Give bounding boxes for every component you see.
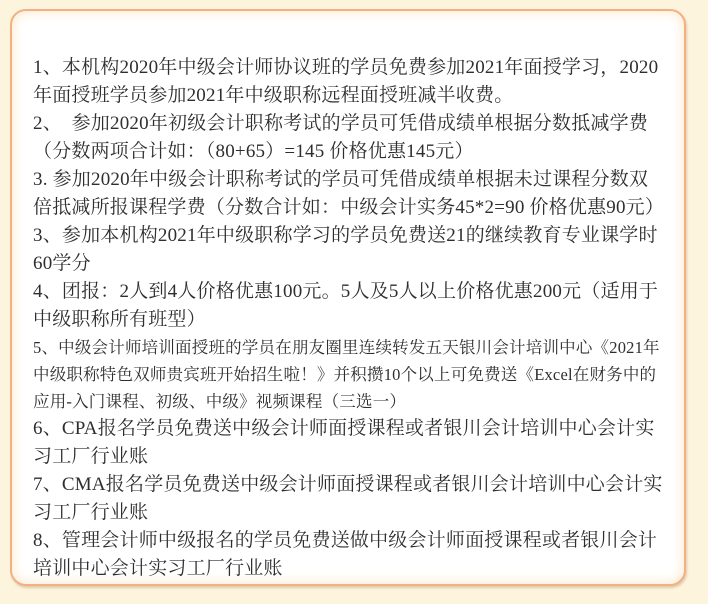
list-item-4: 4、团报：2人到4人价格优惠100元。5人及5人以上价格优惠200元（适用于中级职称所有班型） <box>33 281 659 330</box>
list-item-7: 7、CMA报名学员免费送中级会计师面授课程或者银川会计培训中心会计实习工厂行业账 <box>33 474 663 523</box>
list-item-6: 6、CPA报名学员免费送中级会计师面授课程或者银川会计培训中心会计实习工厂行业账 <box>33 418 655 467</box>
list-item-8: 8、管理会计师中级报名的学员免费送做中级会计师面授课程或者银川会计培训中心会计实习工厂行业账 <box>33 530 658 579</box>
list-item-2: 2、 参加2020年初级会计职称考试的学员可凭借成绩单根据分数抵减学费（分数两项合计如：（80+65）=145 价格优惠145元） <box>33 113 649 162</box>
list-item-1: 1、本机构2020年中级会计师协议班的学员免费参加2021年面授学习，2020年面授班学员参加2021年中级职称远程面授班减半收费。 <box>33 57 659 106</box>
notice-text-block <box>33 54 667 583</box>
list-item-5: 5、中级会计师培训面授班的学员在朋友圈里连续转发五天银川会计培训中心《2021年中级职称特色双师贵宾班开始招生啦！》并积攒10个以上可免费送《Excel在财务中的应用-入门课程、初级、中级》视频课程（三选一） <box>33 338 660 411</box>
notice-card <box>10 9 686 586</box>
list-item-3b: 3、参加本机构2021年中级职称学习的学员免费送21的继续教育专业课学时60学分 <box>33 225 658 274</box>
list-item-3a: 3. 参加2020年中级会计职称考试的学员可凭借成绩单根据未过课程分数双倍抵减所报课程学费（分数合计如：中级会计实务45*2=90 价格优惠90元） <box>33 169 665 218</box>
